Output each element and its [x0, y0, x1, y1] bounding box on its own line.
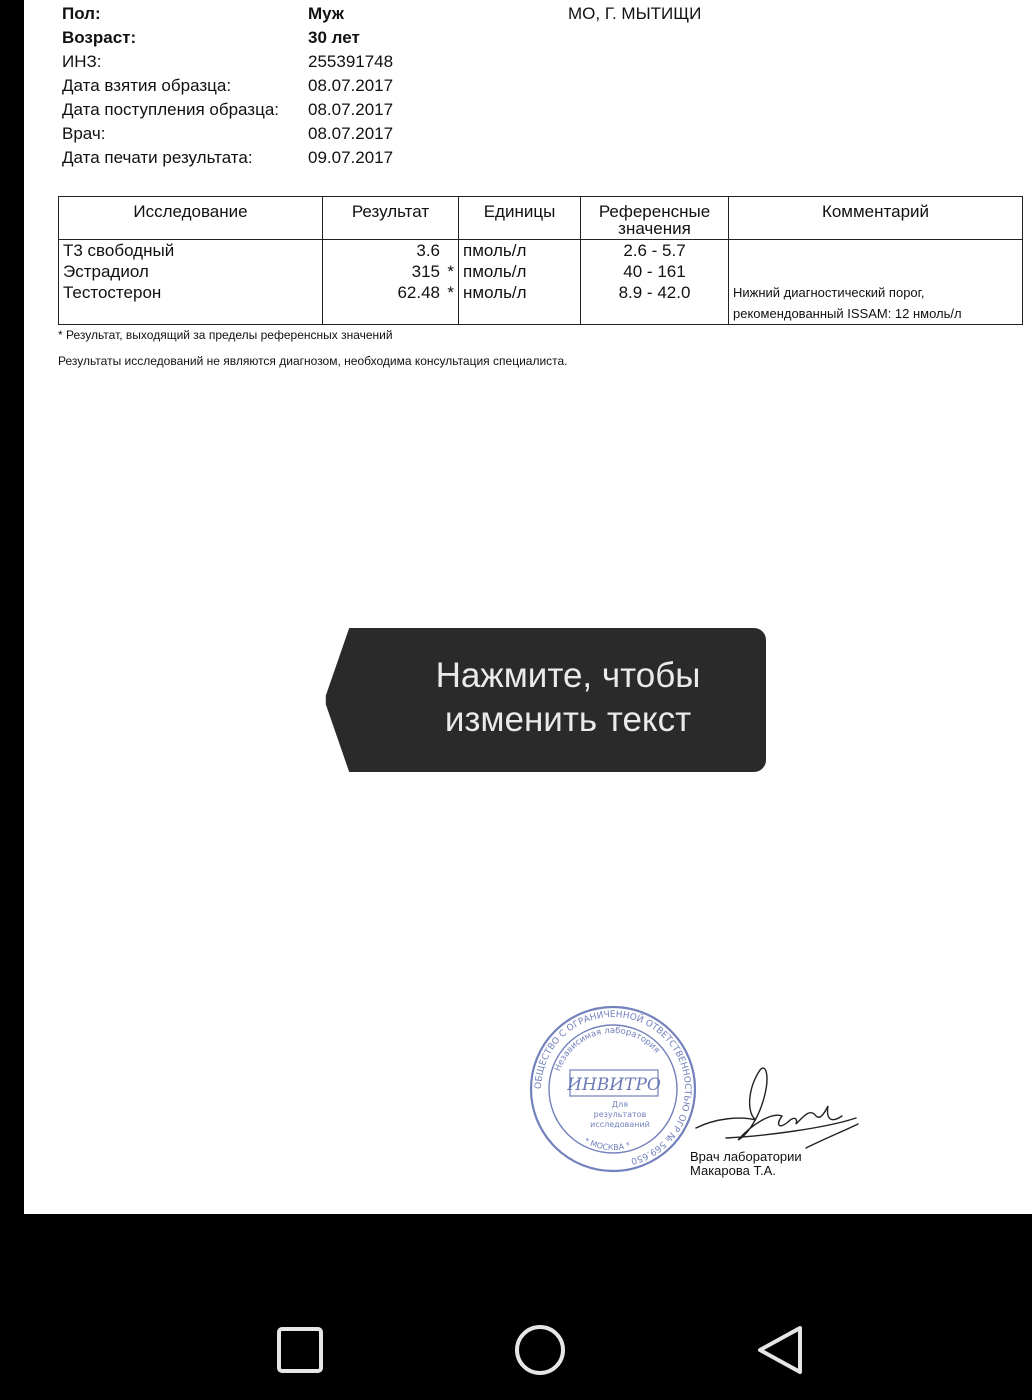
signer-name: Макарова Т.А. [690, 1163, 776, 1178]
recents-icon[interactable] [270, 1320, 330, 1380]
stamp-inner-text: Независимая лаборатория [553, 1025, 662, 1073]
patient-age-label: Возраст: [62, 28, 137, 47]
header-result: Результат [323, 197, 459, 240]
results-header-row [59, 197, 1023, 240]
patient-age-value: 30 лет [308, 28, 360, 47]
row-result [323, 261, 459, 282]
result-flag: * [447, 283, 454, 302]
sample-date-label: Дата взятия образца: [62, 76, 232, 95]
signature-block [690, 1150, 802, 1178]
row-comment [729, 240, 1023, 262]
stamp-outer-text: ОБЩЕСТВО С ОГРАНИЧЕННОЙ ОТВЕТСТВЕННОСТЬЮ ОГР № 569.650 [533, 1009, 693, 1166]
patient-region: МО, Г. МЫТИЩИ [568, 4, 702, 23]
header-units: Единицы [459, 197, 581, 240]
signature-icon [686, 1058, 866, 1158]
signer-title: Врач лаборатории [690, 1149, 802, 1164]
row-unit: пмоль/л [459, 261, 581, 282]
patient-sex-label: Пол: [62, 4, 101, 23]
stamp-brand: ИНВИТРО [567, 1075, 661, 1095]
disclaimer: Результаты исследований не являются диагнозом, необходима консультация специалиста. [58, 354, 568, 368]
results-table [58, 196, 1023, 325]
doctor-label: Врач: [62, 124, 106, 143]
row-name: Т3 свободный [59, 240, 323, 262]
document-page [24, 0, 1032, 1214]
row-reference: 40 - 161 [581, 261, 729, 282]
home-icon[interactable] [510, 1320, 570, 1380]
stamp-middle-2: результатов [593, 1110, 647, 1119]
row-unit: пмоль/л [459, 240, 581, 262]
result-value: 315 [411, 262, 440, 281]
row-name: Эстрадиол [59, 261, 323, 282]
row-result [323, 240, 459, 262]
header-comment: Комментарий [729, 197, 1023, 240]
result-value: 62.48 [397, 283, 440, 302]
back-icon[interactable] [750, 1320, 810, 1380]
table-row [59, 282, 1023, 325]
row-comment: Нижний диагностический порог, рекомендованный ISSAM: 12 нмоль/л [729, 282, 1023, 325]
sample-date-value: 08.07.2017 [308, 76, 394, 95]
row-comment [729, 261, 1023, 282]
header-reference: Референсные значения [581, 197, 729, 240]
doctor-value: 08.07.2017 [308, 124, 394, 143]
row-reference: 8.9 - 42.0 [581, 282, 729, 325]
footnote: * Результат, выходящий за пределы референсных значений [58, 328, 393, 342]
lab-stamp-icon [528, 1004, 698, 1174]
row-name: Тестостерон [59, 282, 323, 325]
stamp-city: * МОСКВА * [582, 1136, 632, 1153]
print-date-label: Дата печати результата: [62, 148, 253, 167]
receipt-date-value: 08.07.2017 [308, 100, 394, 119]
patient-sex-value: Муж [308, 4, 344, 23]
tooltip-line-1: Нажмите, чтобы [435, 656, 701, 695]
row-unit: нмоль/л [459, 282, 581, 325]
stamp-middle-3: исследований [590, 1120, 650, 1129]
header-study: Исследование [59, 197, 323, 240]
result-value: 3.6 [416, 241, 440, 260]
tooltip-line-2: изменить текст [444, 700, 692, 739]
table-row [59, 261, 1023, 282]
patient-inz-label: ИНЗ: [62, 52, 102, 71]
row-result [323, 282, 459, 325]
svg-text:* МОСКВА * [583, 1136, 631, 1152]
stamp-middle-1: Для [611, 1100, 629, 1109]
result-flag: * [447, 262, 454, 281]
row-reference: 2.6 - 5.7 [581, 240, 729, 262]
print-date-value: 09.07.2017 [308, 148, 394, 167]
table-row [59, 240, 1023, 262]
system-navigation-bar [0, 1214, 1032, 1400]
tooltip-text [384, 654, 752, 742]
receipt-date-label: Дата поступления образца: [62, 100, 280, 119]
patient-inz-value: 255391748 [308, 52, 394, 71]
edit-text-tooltip[interactable] [324, 628, 766, 772]
